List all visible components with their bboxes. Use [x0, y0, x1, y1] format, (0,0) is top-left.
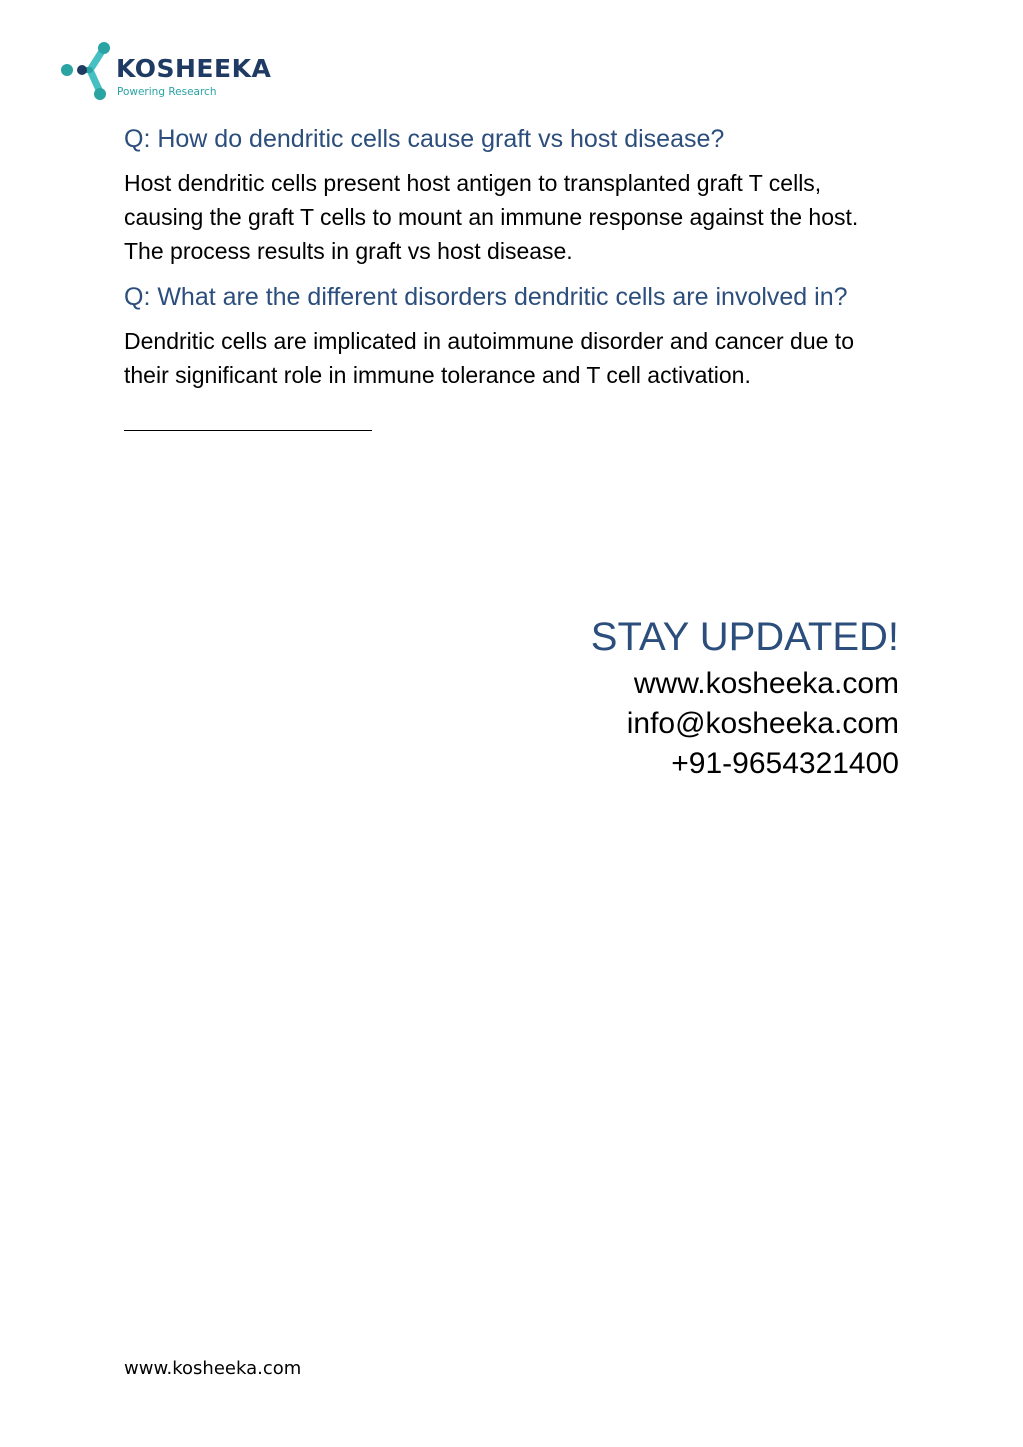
- section-divider: [124, 430, 372, 431]
- phone-number[interactable]: +91-9654321400: [671, 747, 899, 780]
- faq-section: [124, 122, 894, 431]
- stay-updated-block: [591, 614, 899, 784]
- stay-updated-title: STAY UPDATED!: [590, 615, 899, 659]
- faq-question-2: Q: What are the different disorders dendritic cells are involved in?: [124, 283, 848, 311]
- faq-answer-1: Host dendritic cells present host antigen to transplanted graft T cells, causing the graft T cells to mount an immune response against the host. The process results in graft vs host disease.: [124, 170, 859, 264]
- faq-question-1: Q: How do dendritic cells cause graft vs host disease?: [124, 125, 725, 153]
- email-link[interactable]: info@kosheeka.com: [626, 707, 899, 740]
- logo-wordmark: KOSHEEKA: [116, 54, 272, 83]
- faq-answer-2: Dendritic cells are implicated in autoimmune disorder and cancer due to their significant role in immune tolerance and T cell activation.: [124, 328, 854, 388]
- footer-url[interactable]: www.kosheeka.com: [124, 1358, 302, 1379]
- website-link[interactable]: www.kosheeka.com: [633, 667, 899, 700]
- logo-tagline: Powering Research: [117, 86, 217, 98]
